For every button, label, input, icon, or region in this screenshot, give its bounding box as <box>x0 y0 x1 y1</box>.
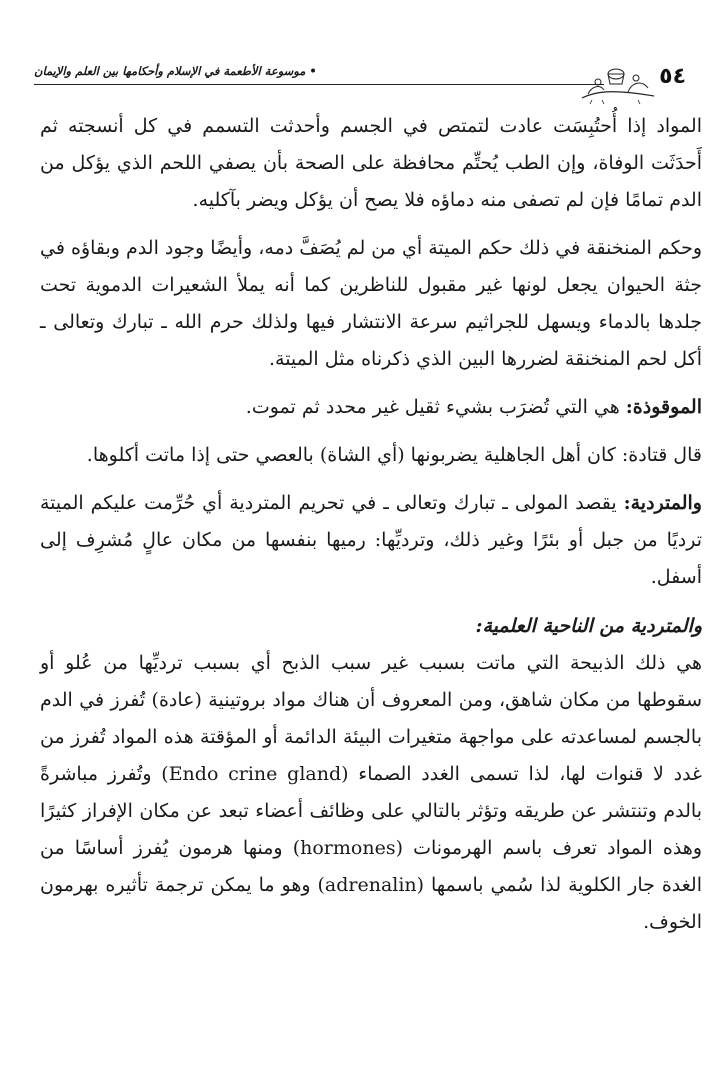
page-number: ٥٤ <box>659 64 686 89</box>
running-title: • موسوعة الأطعمة في الإسلام وأحكامها بين العلم والإيمان <box>34 64 317 78</box>
paragraph-6: هي ذلك الذبيحة التي ماتت بسبب غير سبب الذبح أي بسبب ترديِّها من عُلو أو سقوطها من مكان شاهق، ومن المعروف أن هناك مواد بروتينية (عادة) تُفرز في الدم بالجسم لمساعدته على مواجهة متغيرات البيئة الدائمة أو المؤقتة هذه المواد تُفرز من غدد لا قنوات لها، لذا تسمى الغدد الصماء (Endo crine gland) وتُفرز مباشرةً بالدم وتنتشر عن طريقه وتؤثر بالتالي على وظائف أعضاء تبعد عن مكان الإفراز كثيرًا وهذه المواد تعرف باسم الهرمونات (hormones) ومنها هرمون يُفرز أساسًا من الغدة جار الكلوية لذا سُمي باسمها (adrenalin) وهو ما يمكن ترجمة تأثيره بهرمون الخوف. <box>40 652 702 933</box>
paragraph-4: قال قتادة: كان أهل الجاهلية يضربونها (أي الشاة) بالعصي حتى إذا ماتت أكلوها. <box>86 444 702 466</box>
main-text <box>40 108 702 941</box>
page-header <box>34 60 706 108</box>
paragraph-2: وحكم المنخنقة في ذلك حكم الميتة أي من لم يُصَفَّ دمه، وأيضًا وجود الدم وبقاؤه في جثة الحيوان يجعل لونها غير مقبول للناظرين كما أنه يملأ الشعيرات الدموية تحت جلدها بالدماء ويسهل للجراثيم سرعة الانتشار فيها ولذلك حرم الله ـ تبارك وتعالى ـ أكل لحم المنخنقة لضررها البين الذي ذكرناه مثل الميتة. <box>40 237 702 370</box>
section-subheading: والمتردية من الناحية العلمية: <box>475 615 702 637</box>
paragraph-5 <box>40 485 702 596</box>
term-label: الموقوذة: <box>625 396 702 418</box>
paragraph-1: المواد إذا أُحتُبِسَت عادت لتمتص في الجسم وأحدثت التسمم في كل أنسجته ثم أَحدَثَت الوفاة، وإن الطب يُحتِّم محافظة على الصحة بأن يصفي اللحم الذي يؤكل من الدم تمامًا فإن لم تصفى منه دماؤه فلا يصح أن يؤكل ويضر بآكليه. <box>40 115 702 211</box>
paragraph-3 <box>40 389 702 426</box>
floral-ornament-icon <box>578 60 658 104</box>
header-rule <box>34 84 604 85</box>
term-label: والمتردية: <box>623 492 702 514</box>
term-definition: يقصد المولى ـ تبارك وتعالى ـ في تحريم المتردية أي حُرِّمت عليكم الميتة ترديًا من جبل أو بئرًا وغير ذلك، وترديِّها: رميها بنفسها من مكان عالٍ مُشرِف إلى أسفل. <box>40 492 702 588</box>
term-definition: هي التي تُضرَب بشيء ثقيل غير محدد ثم تموت. <box>245 396 626 418</box>
